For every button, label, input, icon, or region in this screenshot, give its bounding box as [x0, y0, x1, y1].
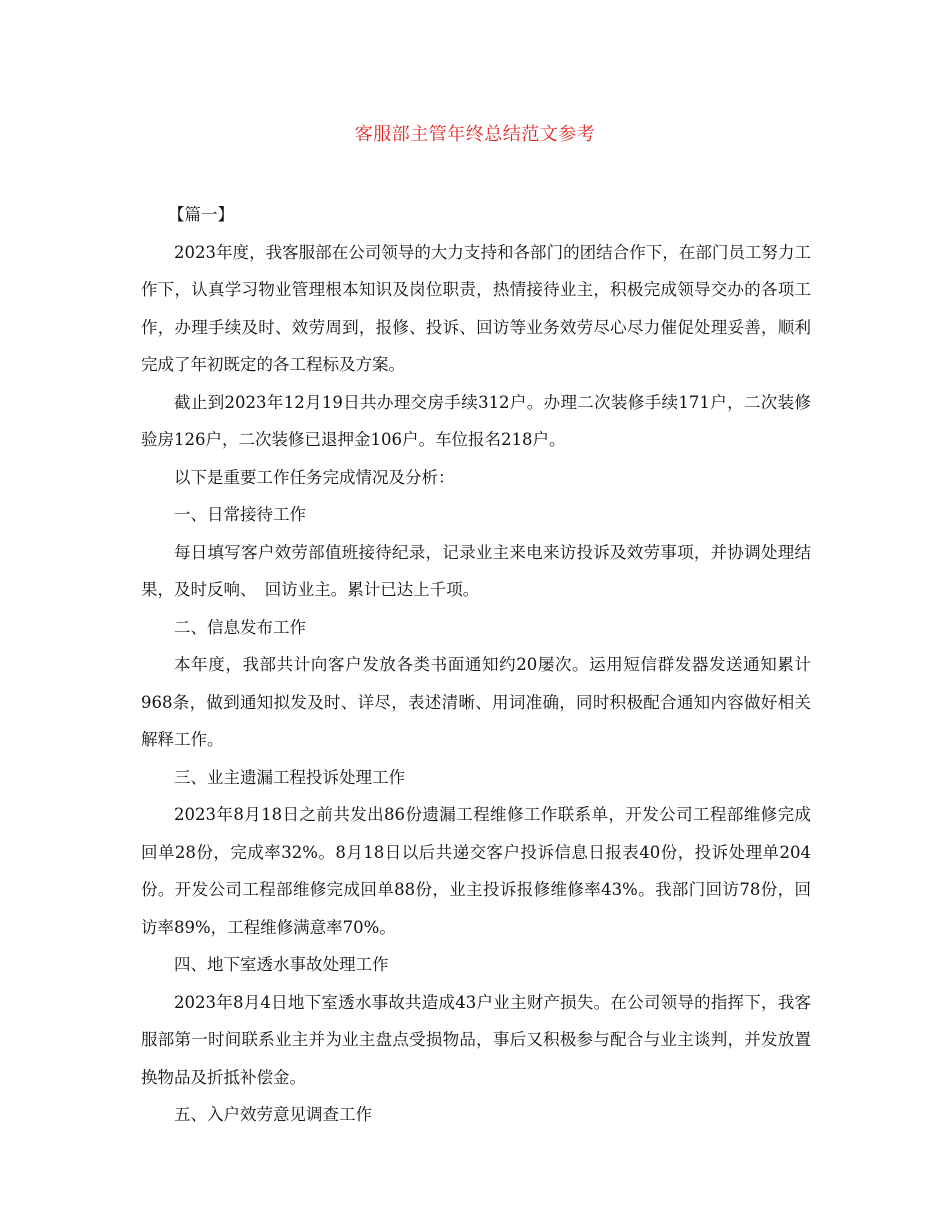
body-paragraph: 以下是重要工作任务完成情况及分析：: [174, 467, 455, 487]
document-title: 客服部主管年终总结范文参考: [354, 124, 596, 145]
body-paragraph: 本年度，我部共计向客户发放各类书面通知约20屡次。运用短信群发器发送通知累计968条，做到通知拟发及时、详尽，表述清晰、用词准确，同时积极配合通知内容做好相关解释工作。: [141, 655, 811, 749]
section-heading: 三、业主遗漏工程投诉处理工作: [174, 767, 405, 787]
body-paragraph: 2023年8月4日地下室透水事故共造成43户业主财产损失。在公司领导的指挥下，我客服部第一时间联系业主并为业主盘点受损物品，事后又积极参与配合与业主谈判，并发放置换物品及折抵补偿金。: [141, 992, 811, 1087]
body-paragraph: 2023年度，我客服部在公司领导的大力支持和各部门的团结合作下，在部门员工努力工作下，认真学习物业管理根本知识及岗位职责，热情接待业主，积极完成领导交办的各项工作，办理手续及时、效劳周到，报修、投诉、回访等业务效劳尽心尽力催促处理妥善，顺利完成了年初既定的各工程标及方案。: [141, 242, 811, 374]
section-heading: 二、信息发布工作: [174, 617, 306, 637]
section-label: 【篇一】: [168, 205, 234, 224]
section-heading: 五、入户效劳意见调查工作: [174, 1105, 372, 1124]
section-heading: 四、地下室透水事故处理工作: [174, 955, 389, 974]
body-paragraph: 2023年8月18日之前共发出86份遗漏工程维修工作联系单，开发公司工程部维修完成回单28份，完成率32%。8月18日以后共递交客户投诉信息日报表40份，投诉处理单204份。开发公司工程部维修完成回单88份，业主投诉报修维修率43%。我部门回访78份，回访率89%，工程维修满意率70%。: [141, 805, 811, 937]
body-paragraph: 截止到2023年12月19日共办理交房手续312户。办理二次装修手续171户，二次装修验房126户，二次装修已退押金106户。车位报名218户。: [141, 392, 811, 449]
document-body: [141, 196, 811, 1134]
section-heading: 一、日常接待工作: [174, 505, 306, 524]
body-paragraph: 每日填写客户效劳部值班接待纪录，记录业主来电来访投诉及效劳事项，并协调处理结果，及时反响、 回访业主。累计已达上千项。: [141, 542, 811, 599]
